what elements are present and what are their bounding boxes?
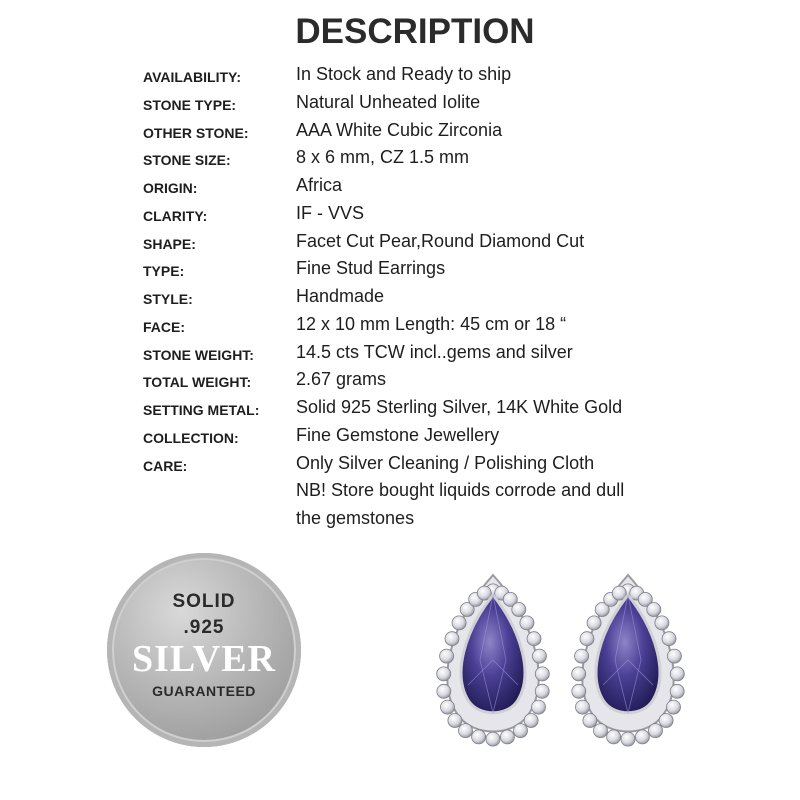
spec-label: COLLECTION: <box>143 429 239 446</box>
spec-row <box>0 64 800 91</box>
spec-row <box>0 314 800 341</box>
spec-row <box>0 480 800 507</box>
right-earring <box>572 575 685 746</box>
badge-line-silver: SILVER <box>131 638 276 680</box>
spec-value: Africa <box>296 175 343 195</box>
spec-row <box>0 286 800 313</box>
spec-value: Solid 925 Sterling Silver, 14K White Gold <box>296 397 623 417</box>
spec-label: TYPE: <box>143 263 185 280</box>
spec-value: 8 x 6 mm, CZ 1.5 mm <box>296 147 470 168</box>
spec-value: the gemstones <box>296 508 415 528</box>
silver-guarantee-badge <box>107 553 301 747</box>
spec-row <box>0 92 800 119</box>
spec-label: OTHER STONE: <box>143 124 249 141</box>
spec-row <box>0 120 800 147</box>
spec-label: CLARITY: <box>143 207 208 224</box>
badge-line-solid: SOLID <box>172 591 236 612</box>
spec-row <box>0 425 800 452</box>
spec-label: STYLE: <box>143 291 193 307</box>
spec-value: Natural Unheated Iolite <box>296 91 481 112</box>
spec-label: FACE: <box>143 318 185 335</box>
spec-value: NB! Store bought liquids corrode and dull <box>296 480 625 501</box>
spec-label: STONE SIZE: <box>143 152 231 169</box>
badge-line-guaranteed: GUARANTEED <box>152 683 256 699</box>
spec-row <box>0 231 800 258</box>
spec-label: AVAILABILITY: <box>143 69 241 85</box>
spec-value: Facet Cut Pear,Round Diamond Cut <box>296 230 585 251</box>
spec-row <box>0 342 800 369</box>
spec-value: 14.5 cts TCW incl..gems and silver <box>296 341 573 362</box>
spec-row <box>0 147 800 174</box>
spec-row <box>0 258 800 285</box>
spec-row <box>0 369 800 396</box>
spec-label: SHAPE: <box>143 235 196 252</box>
spec-value: Only Silver Cleaning / Polishing Cloth <box>296 452 595 473</box>
spec-label: SETTING METAL: <box>143 402 260 418</box>
spec-value: 12 x 10 mm Length: 45 cm or 18 “ <box>296 313 567 334</box>
spec-label: CARE: <box>143 457 188 474</box>
left-earring <box>437 575 550 746</box>
spec-value: In Stock and Ready to ship <box>296 64 512 84</box>
badge-line-purity: .925 <box>183 617 225 638</box>
spec-value: Fine Stud Earrings <box>296 258 446 279</box>
page-title: DESCRIPTION <box>295 12 535 51</box>
spec-value: IF - VVS <box>296 202 365 223</box>
spec-value: AAA White Cubic Zirconia <box>296 119 503 140</box>
spec-value: Handmade <box>296 286 385 306</box>
spec-label: ORIGIN: <box>143 180 198 196</box>
spec-row <box>0 508 800 535</box>
spec-label: TOTAL WEIGHT: <box>143 374 252 391</box>
earrings-photo <box>420 560 710 750</box>
spec-row <box>0 203 800 230</box>
spec-label: STONE WEIGHT: <box>143 346 254 363</box>
spec-label: STONE TYPE: <box>143 96 237 113</box>
spec-row <box>0 397 800 424</box>
spec-value: Fine Gemstone Jewellery <box>296 424 500 445</box>
spec-value: 2.67 grams <box>296 369 387 390</box>
spec-row <box>0 453 800 480</box>
spec-row <box>0 175 800 202</box>
